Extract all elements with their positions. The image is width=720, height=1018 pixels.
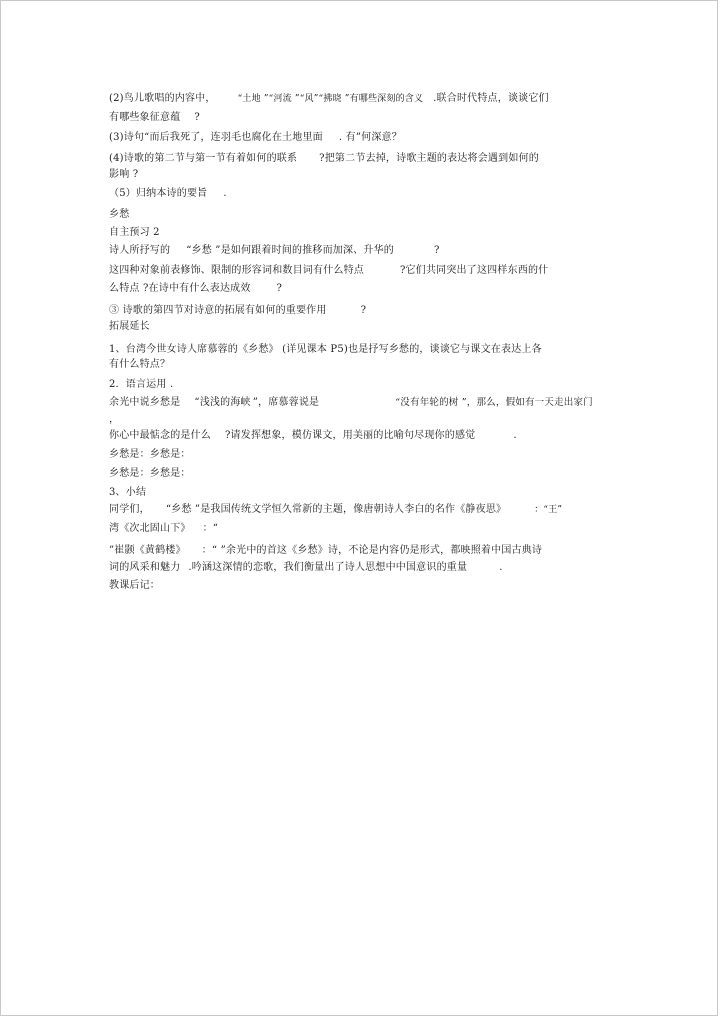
text-run: 有哪些象征意蕴 — [109, 112, 181, 123]
text-run: (3)诗句“而后我死了，连羽毛也腐化在土地里面 — [109, 132, 323, 143]
text-run: “乡愁 ”是如何跟着时间的推移而加深、升华的 — [186, 245, 395, 256]
extension-heading — [109, 320, 150, 333]
text-run: 有什么特点？ — [109, 359, 171, 370]
extension-item-1-line-1 — [109, 343, 542, 356]
self-study-question-2-line-2 — [109, 282, 282, 295]
question-2-line-1 — [109, 92, 549, 106]
summary-line-1 — [109, 503, 562, 517]
text-run: .联合时代特点，谈谈它们 — [433, 93, 549, 104]
text-run: “土地 ”“河流 ”“风”“拂晓 ”有哪些深刻的含义 — [237, 94, 424, 104]
text-run: 你心中最惦念的是什么 — [109, 430, 211, 441]
text-run: ?请发挥想象，模仿课文，用美丽的比喻句尽现你的感觉 — [225, 430, 476, 441]
text-run: ? — [194, 112, 200, 123]
text-run: ：“王” — [534, 505, 563, 515]
text-run: （5）归纳本诗的要旨 — [109, 188, 208, 199]
text-run: “浅浅的海峡 — [194, 397, 251, 408]
text-run: 乡愁是：乡愁是： — [109, 468, 191, 479]
extension-item-1-line-2 — [109, 358, 170, 371]
text-run: . 有”何深意？ — [338, 132, 402, 143]
extension-item-2-line-2 — [109, 413, 119, 426]
text-run: 1、台湾今世女诗人席慕蓉的《乡愁》 (详见课本 P5)也是抒写乡愁的，谈谈它与课文在表达上各 — [109, 344, 542, 355]
text-run: . — [499, 562, 503, 573]
text-run: ：“ ”余光中的首这《乡愁》诗，不论是内容仍是形式，都映照着中国古典诗 — [201, 545, 543, 556]
summary-line-3 — [109, 544, 542, 557]
text-run: (2)鸟儿歌唱的内容中， — [109, 93, 216, 104]
text-run: 这四种对象前表修饰、限制的形容词和数目词有什么特点 — [109, 265, 364, 276]
text-run: 诗人所抒写的 — [109, 245, 171, 256]
self-study-heading — [109, 226, 160, 239]
question-3-line — [109, 131, 402, 144]
text-run: 词的风采和魅力 — [109, 562, 181, 573]
blank-line-1 — [109, 448, 191, 461]
teaching-notes-heading — [109, 579, 160, 592]
text-run: 么特点 ?在诗中有什么表达成效 — [109, 283, 251, 294]
text-run: ”崔颢《黄鹤楼》 — [109, 545, 186, 556]
text-run: ? — [360, 305, 367, 316]
text-run: ：“ — [202, 523, 219, 534]
text-run: . — [223, 188, 227, 199]
text-run: “没有年轮的树 ”，那么，假如有一天走出家门 — [395, 397, 593, 408]
text-run: . — [513, 430, 517, 441]
question-5-line — [109, 187, 227, 200]
text-run: ， — [109, 414, 120, 425]
text-run: 2．语言运用 . — [109, 379, 174, 390]
self-study-question-1 — [109, 244, 440, 257]
text-run: 乡愁 — [109, 209, 130, 220]
question-4-line-2 — [109, 168, 138, 181]
text-run: ? — [434, 245, 440, 256]
self-study-question-3 — [109, 304, 366, 317]
text-run: ③ 诗歌的第四节对诗意的拓展有如何的重要作用 — [109, 305, 327, 316]
extension-item-2-line-3 — [109, 429, 517, 442]
text-run: “乡愁 ”是我国传统文学恒久常新的主题，像唐朝诗人李白的名作《静夜思》 — [165, 504, 507, 515]
text-run: 乡愁是：乡愁是： — [109, 449, 191, 460]
summary-line-4 — [109, 561, 503, 574]
summary-line-2 — [109, 522, 218, 535]
question-4-line-1 — [109, 152, 539, 165]
text-run: ”，席慕蓉说是 — [252, 397, 320, 408]
text-run: 影响 ? — [109, 169, 139, 180]
text-run: ?把第二节去掉，诗歌主题的表达将会遇到如何的 — [319, 153, 539, 164]
extension-item-2-line-1 — [109, 396, 593, 409]
text-run: 余光中说乡愁是 — [109, 397, 181, 408]
summary-heading — [109, 486, 146, 499]
section-heading-xiangchou — [109, 208, 129, 221]
text-run: (4)诗歌的第二节与第一节有着如何的联系 — [109, 153, 298, 164]
text-run: ? — [276, 283, 283, 294]
text-run: 同学们， — [109, 504, 150, 515]
self-study-question-2-line-1 — [109, 264, 548, 277]
text-run: ?它们共同突出了这四样东西的什 — [400, 265, 549, 276]
text-run: .吟涵这深情的恋歌，我们衡量出了诗人思想中中国意识的重量 — [188, 562, 468, 573]
blank-line-2 — [109, 467, 191, 480]
text-run: 自主预习 2 — [109, 227, 160, 238]
text-run: 3、小结 — [109, 487, 147, 498]
text-run: 湾《次北固山下》 — [109, 523, 191, 534]
extension-item-2-heading — [109, 378, 173, 391]
text-run: 拓展延长 — [109, 321, 150, 332]
text-run: 教课后记： — [109, 580, 160, 591]
question-2-line-2 — [109, 111, 200, 124]
